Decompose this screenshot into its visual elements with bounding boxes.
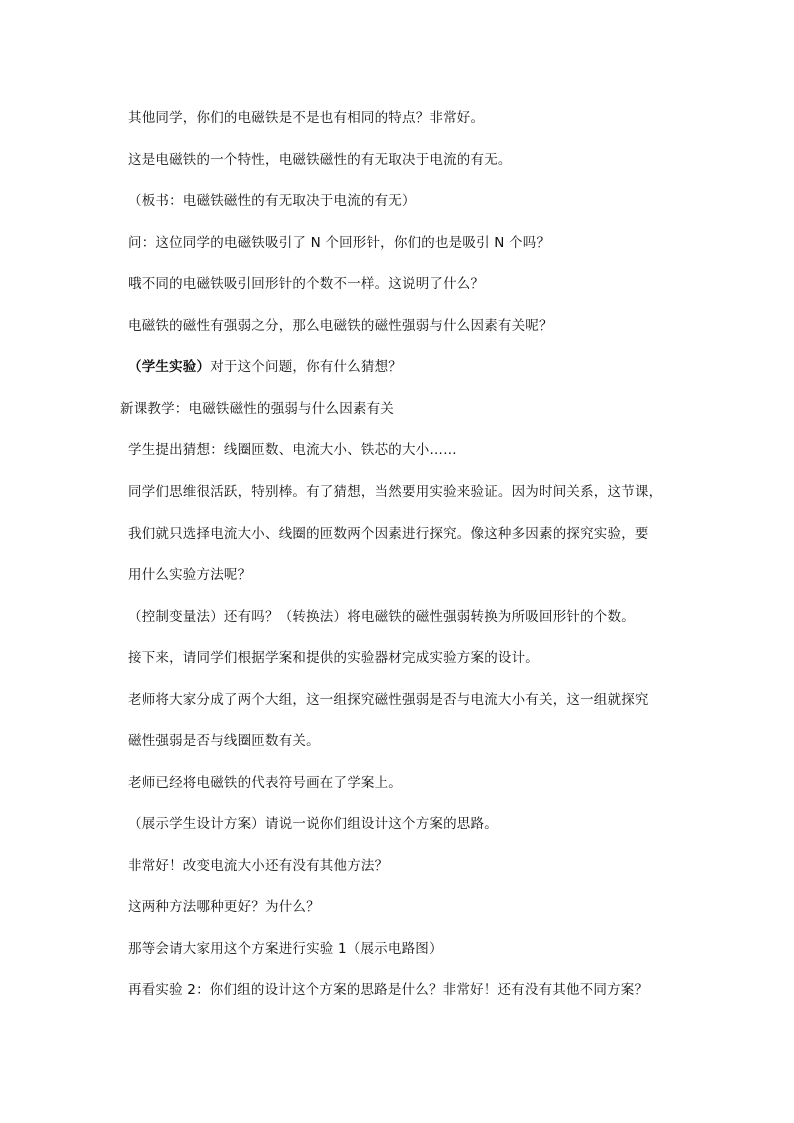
text-line: 磁性强弱是否与线圈匝数有关。 [128,733,320,749]
text-line: 其他同学，你们的电磁铁是不是也有相同的特点？非常好。 [128,110,485,126]
text-line: 老师将大家分成了两个大组，这一组探究磁性强弱是否与电流大小有关，这一组就探究 [128,692,649,708]
text-line: 学生提出猜想：线圈匝数、电流大小、铁芯的大小…… [128,442,457,458]
text-line: 非常好！改变电流大小还有没有其他方法？ [128,858,389,874]
student-experiment-label: （学生实验） [128,359,211,375]
text-line: 这两种方法哪种更好？为什么？ [128,899,320,915]
text-line: 我们就只选择电流大小、线圈的匝数两个因素进行探究。像这种多因素的探究实验，要 [128,526,649,542]
text-line: 电磁铁的磁性有强弱之分，那么电磁铁的磁性强弱与什么因素有关呢？ [128,318,553,334]
text-line: 用什么实验方法呢？ [128,567,252,583]
text-line: （展示学生设计方案）请说一说你们组设计这个方案的思路。 [128,816,498,832]
text-line: 接下来，请同学们根据学案和提供的实验器材完成实验方案的设计。 [128,650,539,666]
text-line: （控制变量法）还有吗？（转换法）将电磁铁的磁性强弱转换为所吸回形针的个数。 [128,609,635,625]
text-line: 老师已经将电磁铁的代表符号画在了学案上。 [128,775,402,791]
text-span: 对于这个问题，你有什么猜想？ [210,359,403,375]
text-line [128,357,402,377]
text-line: 问：这位同学的电磁铁吸引了 N 个回形针，你们的也是吸引 N 个吗？ [128,235,551,251]
text-line: 这是电磁铁的一个特性，电磁铁磁性的有无取决于电流的有无。 [128,152,512,168]
text-line: 哦不同的电磁铁吸引回形针的个数不一样。这说明了什么？ [128,276,485,292]
text-line: 再看实验 2：你们组的设计这个方案的思路是什么？非常好！还有没有其他不同方案？ [128,982,649,998]
text-line: 同学们思维很活跃，特别棒。有了猜想，当然要用实验来验证。因为时间关系，这节课， [128,484,663,500]
text-line: 那等会请大家用这个方案进行实验 1（展示电路图） [128,941,443,957]
text-line: （板书：电磁铁磁性的有无取决于电流的有无） [128,193,416,209]
section-heading: 新课教学：电磁铁磁性的强弱与什么因素有关 [120,401,394,417]
